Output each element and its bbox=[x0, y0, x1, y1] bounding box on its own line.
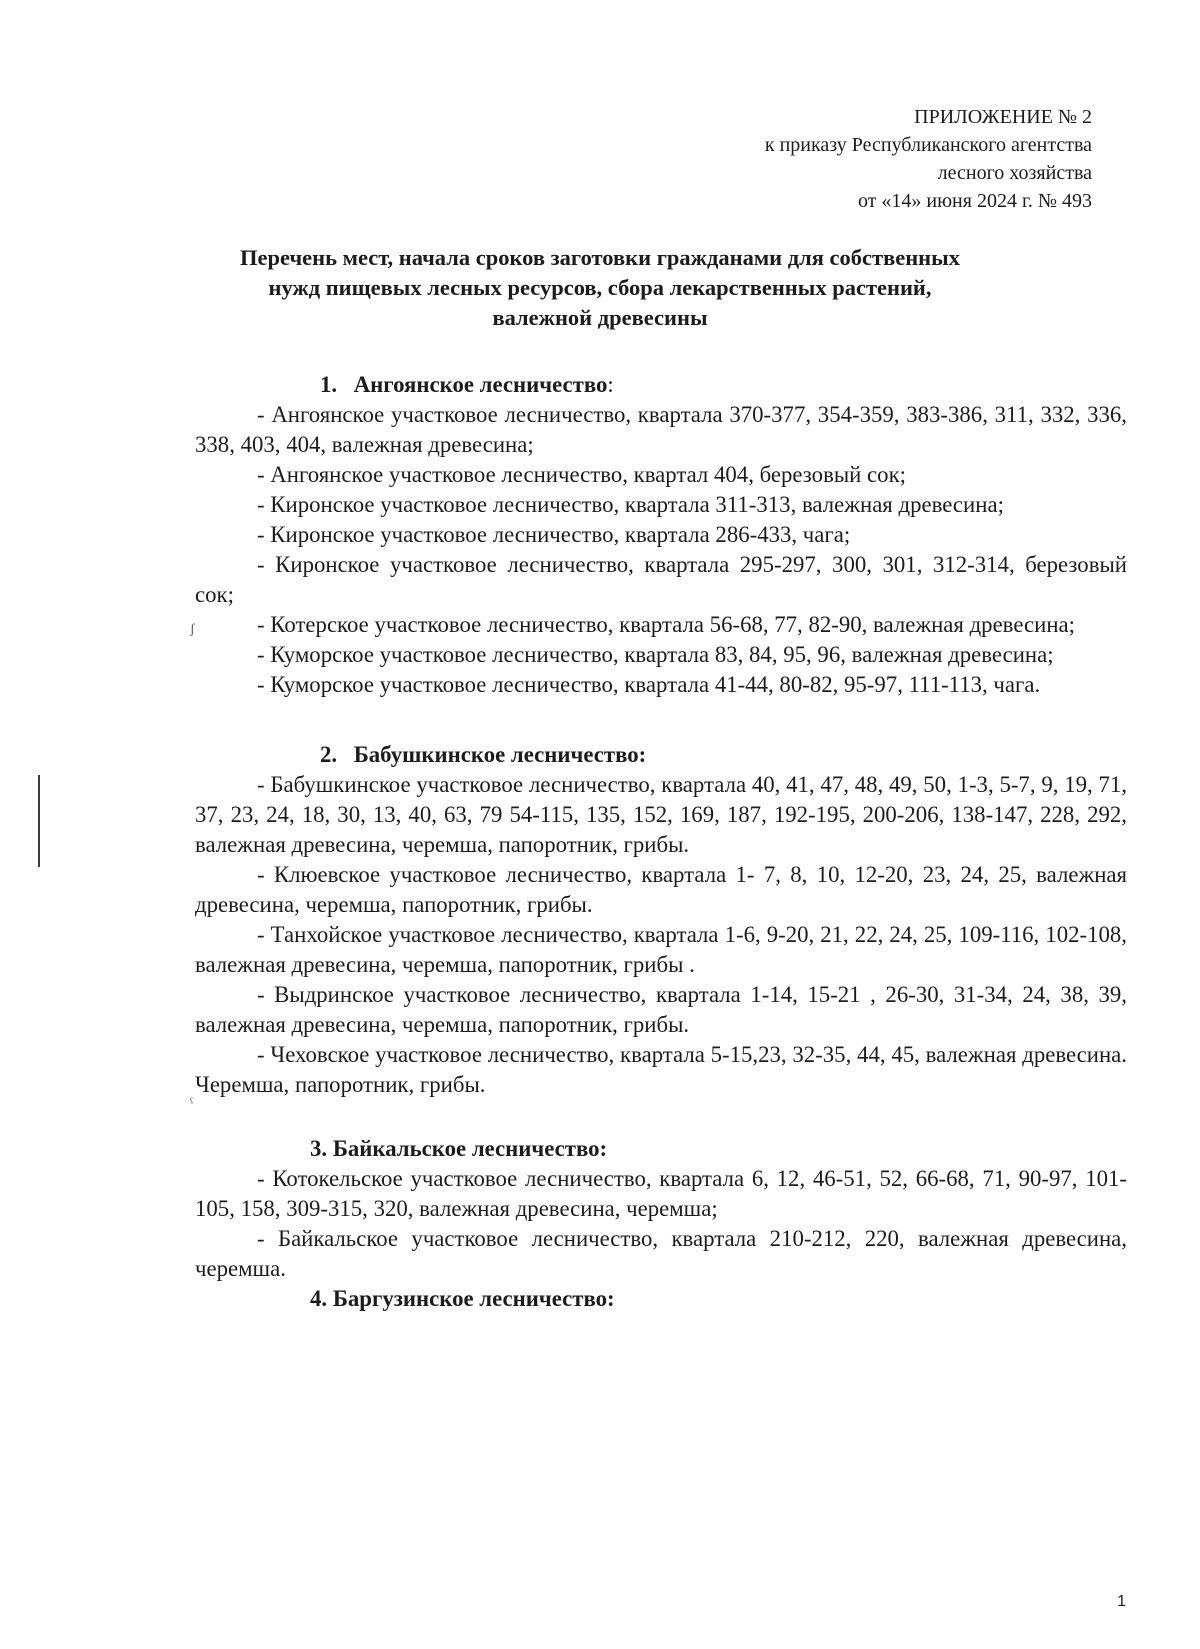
section-number: 4. bbox=[310, 1286, 328, 1311]
appendix-header bbox=[765, 103, 1092, 215]
section-heading bbox=[195, 1134, 1127, 1164]
list-item: - Куморское участковое лесничество, квартала 41-44, 80-82, 95-97, 111-113, чага. bbox=[257, 672, 1041, 697]
order-date-line: от «14» июня 2024 г. № 493 bbox=[857, 190, 1092, 212]
section-number: 3. bbox=[310, 1136, 328, 1161]
heading-colon: : bbox=[607, 372, 614, 397]
section-heading bbox=[195, 1284, 1127, 1314]
list-item: - Киронское участковое лесничество, квартала 311-313, валежная древесина; bbox=[257, 492, 1004, 517]
scan-speck-icon: ˁ bbox=[190, 1096, 194, 1111]
appendix-number: ПРИЛОЖЕНИЕ № 2 bbox=[914, 106, 1092, 128]
document-title bbox=[0, 243, 1200, 333]
list-item: - Ангоянское участковое лесничество, квартала 370-377, 354-359, 383-386, 311, 332, 336, 338, 403, 404, валежная древесина; bbox=[195, 402, 1127, 457]
agency-name-line: лесного хозяйства bbox=[937, 162, 1092, 184]
list-item: - Выдринское участковое лесничество, квартала 1-14, 15-21 , 26-30, 31-34, 24, 38, 39, валежная древесина, черемша, папоротник, грибы. bbox=[195, 982, 1127, 1037]
list-item: - Котерское участковое лесничество, квартала 56-68, 77, 82-90, валежная древесина; bbox=[257, 612, 1075, 637]
list-item: - Байкальское участковое лесничество, квартала 210-212, 220, валежная древесина, черемша. bbox=[195, 1226, 1127, 1281]
order-reference-line: к приказу Республиканского агентства bbox=[764, 134, 1092, 156]
section-name: Байкальское лесничество: bbox=[332, 1136, 608, 1161]
list-item: - Киронское участковое лесничество, квартала 286-433, чага; bbox=[257, 522, 851, 547]
section-number: 1. bbox=[320, 372, 338, 397]
title-line: Перечень мест, начала сроков заготовки гражданами для собственных bbox=[240, 245, 960, 270]
list-item: - Киронское участковое лесничество, квартала 295-297, 300, 301, 312-314, березовый сок; bbox=[195, 552, 1127, 607]
section-angoyanskoe bbox=[195, 370, 1127, 700]
section-baikalskoe bbox=[195, 1134, 1127, 1284]
list-item: - Котокельское участковое лесничество, квартала 6, 12, 46-51, 52, 66-68, 71, 90-97, 101-105, 158, 309-315, 320, валежная древесина, черемша; bbox=[195, 1166, 1127, 1221]
section-heading bbox=[195, 370, 1127, 400]
section-name: Бабушкинское лесничество: bbox=[353, 742, 647, 767]
scan-margin-line bbox=[38, 775, 40, 867]
document-body bbox=[195, 370, 1127, 1314]
title-line: нужд пищевых лесных ресурсов, сбора лекарственных растений, bbox=[268, 275, 932, 300]
page-number: 1 bbox=[1117, 1593, 1126, 1610]
list-item: - Клюевское участковое лесничество, квартала 1- 7, 8, 10, 12-20, 23, 24, 25, валежная древесина, черемша, папоротник, грибы. bbox=[195, 862, 1127, 917]
section-number: 2. bbox=[320, 742, 338, 767]
section-name: Баргузинское лесничество: bbox=[332, 1286, 615, 1311]
list-item: - Бабушкинское участковое лесничество, квартала 40, 41, 47, 48, 49, 50, 1-3, 5-7, 9, 19, 71, 37, 23, 24, 18, 30, 13, 40, 63, 79 54-115, 135, 152, 169, 187, 192-195, 200-206, 138-147, 228, 292, валежная древесина, черемша, папоротник, грибы. bbox=[195, 772, 1127, 857]
section-barguzinskoe bbox=[195, 1284, 1127, 1314]
list-item: - Танхойское участковое лесничество, квартала 1-6, 9-20, 21, 22, 24, 25, 109-116, 102-108, валежная древесина, черемша, папоротник, грибы . bbox=[195, 922, 1127, 977]
list-item: - Ангоянское участковое лесничество, квартал 404, березовый сок; bbox=[257, 462, 906, 487]
scan-speck-icon: ʃ bbox=[190, 622, 195, 637]
title-line: валежной древесины bbox=[492, 305, 708, 330]
section-babushkinskoe bbox=[195, 740, 1127, 1100]
section-heading bbox=[195, 740, 1127, 770]
list-item: - Чеховское участковое лесничество, квартала 5-15,23, 32-35, 44, 45, валежная древесина. Черемша, папоротник, грибы. bbox=[195, 1042, 1127, 1097]
section-name: Ангоянское лесничество bbox=[353, 372, 608, 397]
list-item: - Куморское участковое лесничество, квартала 83, 84, 95, 96, валежная древесина; bbox=[257, 642, 1054, 667]
